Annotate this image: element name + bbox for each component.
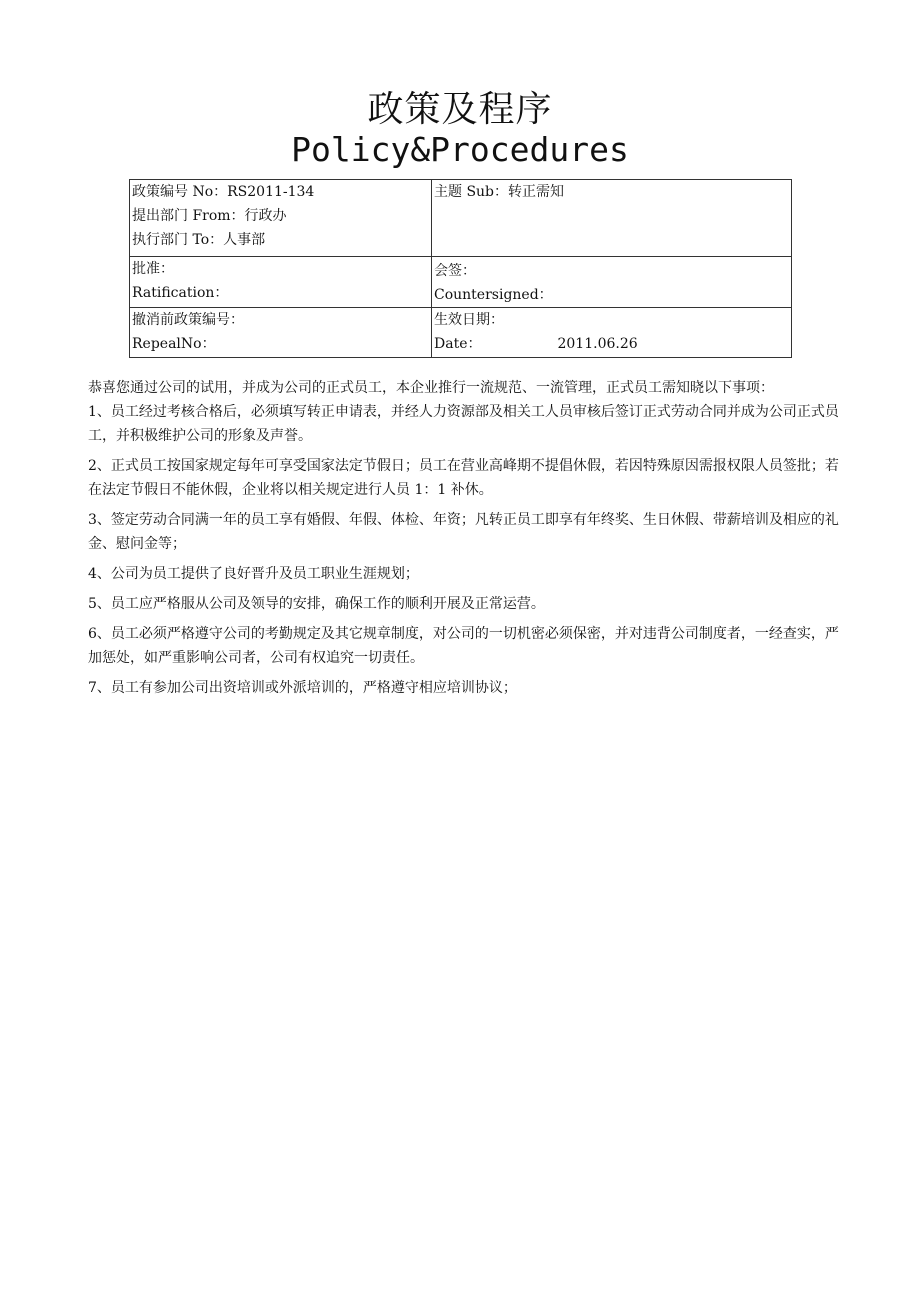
policy-info-table <box>129 179 792 358</box>
list-item: 5、员工应严格服从公司及领导的安排，确保工作的顺利开展及正常运营。 <box>88 596 545 612</box>
to-department: 执行部门 To：人事部 <box>132 232 266 248</box>
list-item: 7、员工有参加公司出资培训或外派培训的，严格遵守相应培训协议； <box>88 680 517 696</box>
approval-label-cn: 批准： <box>132 261 174 277</box>
effective-date-row <box>434 332 789 356</box>
repeal-label-en: RepealNo： <box>132 336 216 352</box>
info-row-header <box>130 180 792 257</box>
info-row-approval <box>130 257 792 308</box>
policy-meta-cell <box>130 180 432 257</box>
list-item: 6、员工必须严格遵守公司的考勤规定及其它规章制度，对公司的一切机密必须保密，并对违背公司制度者，一经查实，严加惩处，如严重影响公司者，公司有权追究一切责任。 <box>88 626 839 666</box>
effective-date-cell <box>432 308 792 358</box>
repeal-label-cn: 撤消前政策编号： <box>132 312 244 328</box>
list-item: 4、公司为员工提供了良好晋升及员工职业生涯规划； <box>88 566 419 582</box>
notice-body <box>88 376 840 706</box>
approval-label-en: Ratification： <box>132 285 229 301</box>
info-row-repeal <box>130 308 792 358</box>
document-title-en: Policy&Procedures <box>291 130 629 169</box>
list-item: 2、正式员工按国家规定每年可享受国家法定节假日；员工在营业高峰期不提倡休假，若因特殊原因需报权限人员签批；若在法定节假日不能休假，企业将以相关规定进行人员 1：1 补休。 <box>88 458 839 498</box>
policy-number: 政策编号 No：RS2011-134 <box>132 184 315 200</box>
subject: 主题 Sub：转正需知 <box>434 184 565 200</box>
countersign-label-en: Countersigned： <box>434 287 553 303</box>
date-value: 2011.06.26 <box>557 336 638 352</box>
list-item: 3、签定劳动合同满一年的员工享有婚假、年假、体检、年资；凡转正员工即享有年终奖、生日休假、带薪培训及相应的礼金、慰问金等； <box>88 512 839 552</box>
document-title-cn: 政策及程序 <box>367 89 553 130</box>
intro-paragraph: 恭喜您通过公司的试用，并成为公司的正式员工，本企业推行一流规范、一流管理，正式员工需知晓以下事项： <box>88 380 774 396</box>
date-label: Date： <box>434 336 482 352</box>
subject-cell <box>432 180 792 257</box>
repeal-cell <box>130 308 432 358</box>
countersign-label-cn: 会签： <box>434 263 476 279</box>
list-item: 1、员工经过考核合格后，必须填写转正申请表，并经人力资源部及相关工人员审核后签订正式劳动合同并成为公司正式员工，并积极维护公司的形象及声誉。 <box>88 404 839 444</box>
approval-cell <box>130 257 432 308</box>
from-department: 提出部门 From：行政办 <box>132 208 287 224</box>
countersign-cell <box>432 257 792 308</box>
effective-date-label-cn: 生效日期： <box>434 312 504 328</box>
